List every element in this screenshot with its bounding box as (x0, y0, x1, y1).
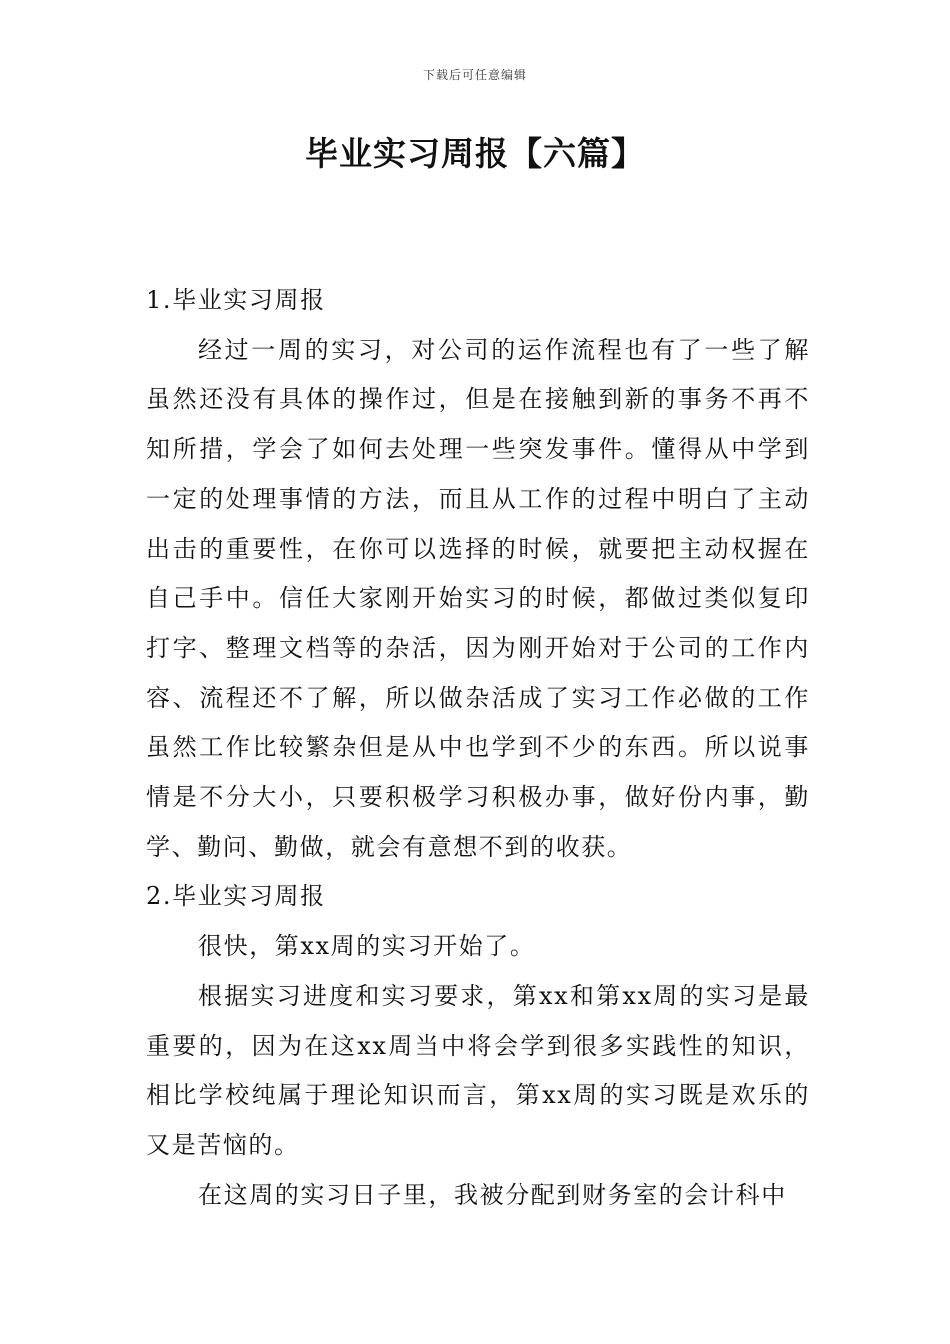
section-2-paragraph-3: 在这周的实习日子里，我被分配到财务室的会计科中 (198, 1180, 787, 1209)
document-body (146, 276, 810, 1220)
section-2-paragraph-2: 根据实习进度和实习要求，第xx和第xx周的实习是最重要的，因为在这xx周当中将会学到很多实践性的知识，相比学校纯属于理论知识而言，第xx周的实习既是欢乐的又是苦恼的。 (146, 981, 810, 1159)
section-heading-2: 2.毕业实习周报 (146, 882, 326, 911)
section-heading-1: 1.毕业实习周报 (146, 286, 326, 314)
section-1-paragraph-1: 经过一周的实习，对公司的运作流程也有了一些了解虽然还没有具体的操作过，但是在接触到新的事务不再不知所措，学会了如何去处理一些突发事件。懂得从中学到一定的处理事情的方法，而且从工作的过程中明白了主动出击的重要性，在你可以选择的时候，就要把主动权握在自己手中。信任大家刚开始实习的时候，都做过类似复印打字、整理文档等的杂活，因为刚开始对于公司的工作内容、流程还不了解，所以做杂活成了实习工作必做的工作虽然工作比较繁杂但是从中也学到不少的东西。所以说事情是不分大小，只要积极学习积极办事，做好份内事，勤学、勤问、勤做，就会有意想不到的收获。 (146, 335, 810, 861)
section-2-paragraph-1: 很快，第xx周的实习开始了。 (198, 932, 536, 961)
document-title: 毕业实习周报【六篇】 (305, 134, 645, 173)
header-note: 下载后可任意编辑 (422, 68, 527, 82)
